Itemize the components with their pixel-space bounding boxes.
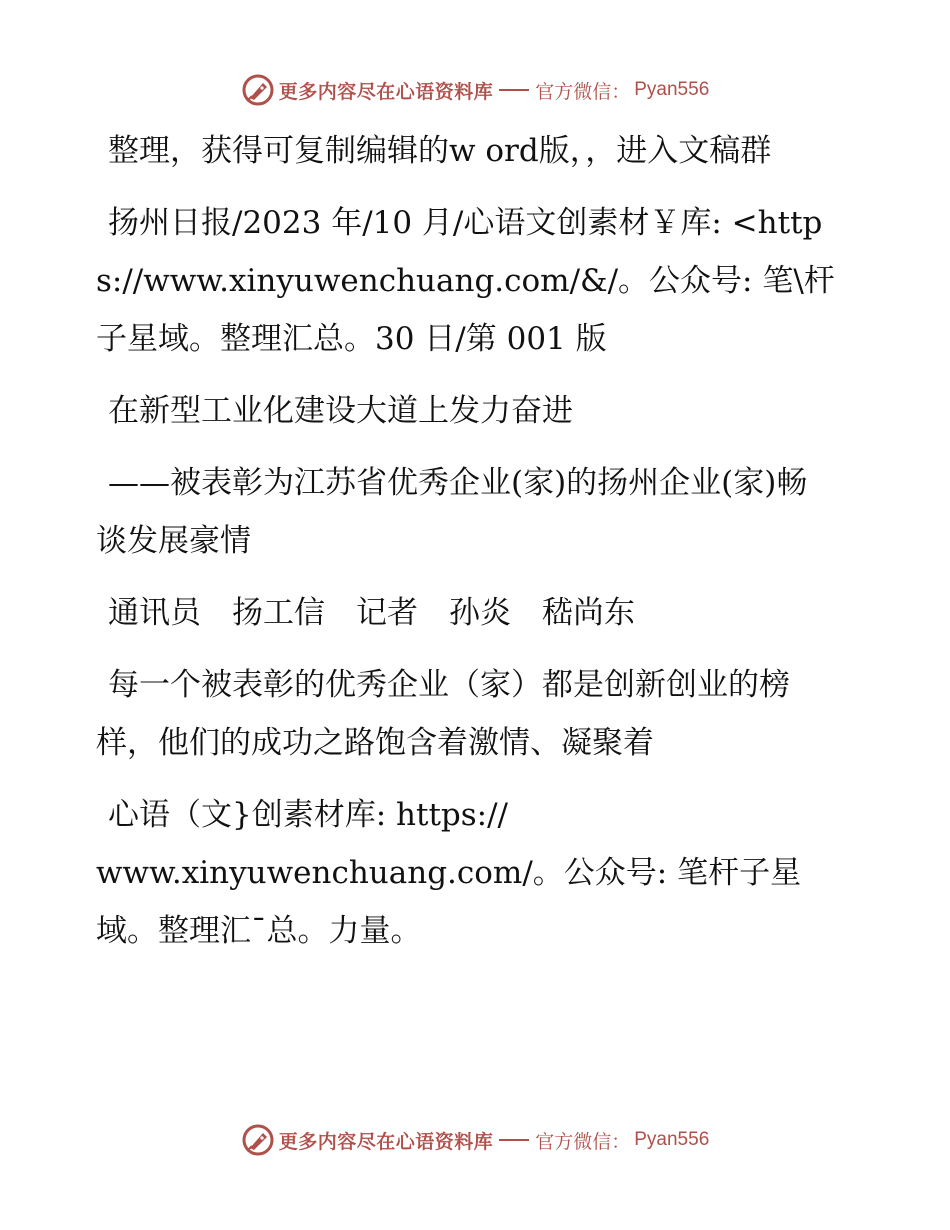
article-byline: 通讯员 扬工信 记者 孙炎 嵇尚东 — [108, 595, 635, 631]
banner-account-id: Pyan556 — [634, 79, 710, 100]
banner-main-text: 更多内容尽在心语资料库 — [278, 80, 494, 103]
pen-nib-logo-icon — [241, 1123, 275, 1157]
paragraph-intro: 整理，获得可复制编辑的w ord版，，进入文稿群 — [108, 133, 772, 169]
banner-official-label: 官方微信： — [535, 1130, 631, 1153]
paragraph-watermark: 心语（文}创素材库: https:// www.xinyuwenchuang.com/。公众号: 笔杆子星域。整理汇¯总。力量。 — [96, 797, 802, 949]
banner-main-text: 更多内容尽在心语资料库 — [278, 1130, 494, 1153]
banner-separator — [499, 89, 529, 91]
footer-banner — [0, 1120, 950, 1160]
footer-banner-content — [241, 1123, 710, 1157]
banner-official-label: 官方微信： — [535, 80, 631, 103]
article-subtitle: ——被表彰为江苏省优秀企业(家)的扬州企业(家)畅谈发展豪情 — [96, 465, 808, 559]
banner-account-id: Pyan556 — [634, 1129, 710, 1150]
paragraph-source: 扬州日报/2023 年/10 月/心语文创素材￥库: <https://www.xinyuwenchuang.com/&/。公众号: 笔\杆子星域。整理汇总。30 日/第 001 版 — [96, 205, 835, 357]
header-banner — [0, 70, 950, 110]
banner-separator — [499, 1139, 529, 1141]
paragraph-body: 每一个被表彰的优秀企业（家）都是创新创业的榜样，他们的成功之路饱含着激情、凝聚着 — [96, 667, 790, 761]
article-title: 在新型工业化建设大道上发力奋进 — [108, 393, 573, 429]
document-body — [96, 122, 836, 974]
pen-nib-logo-icon — [241, 73, 275, 107]
header-banner-content — [241, 73, 710, 107]
